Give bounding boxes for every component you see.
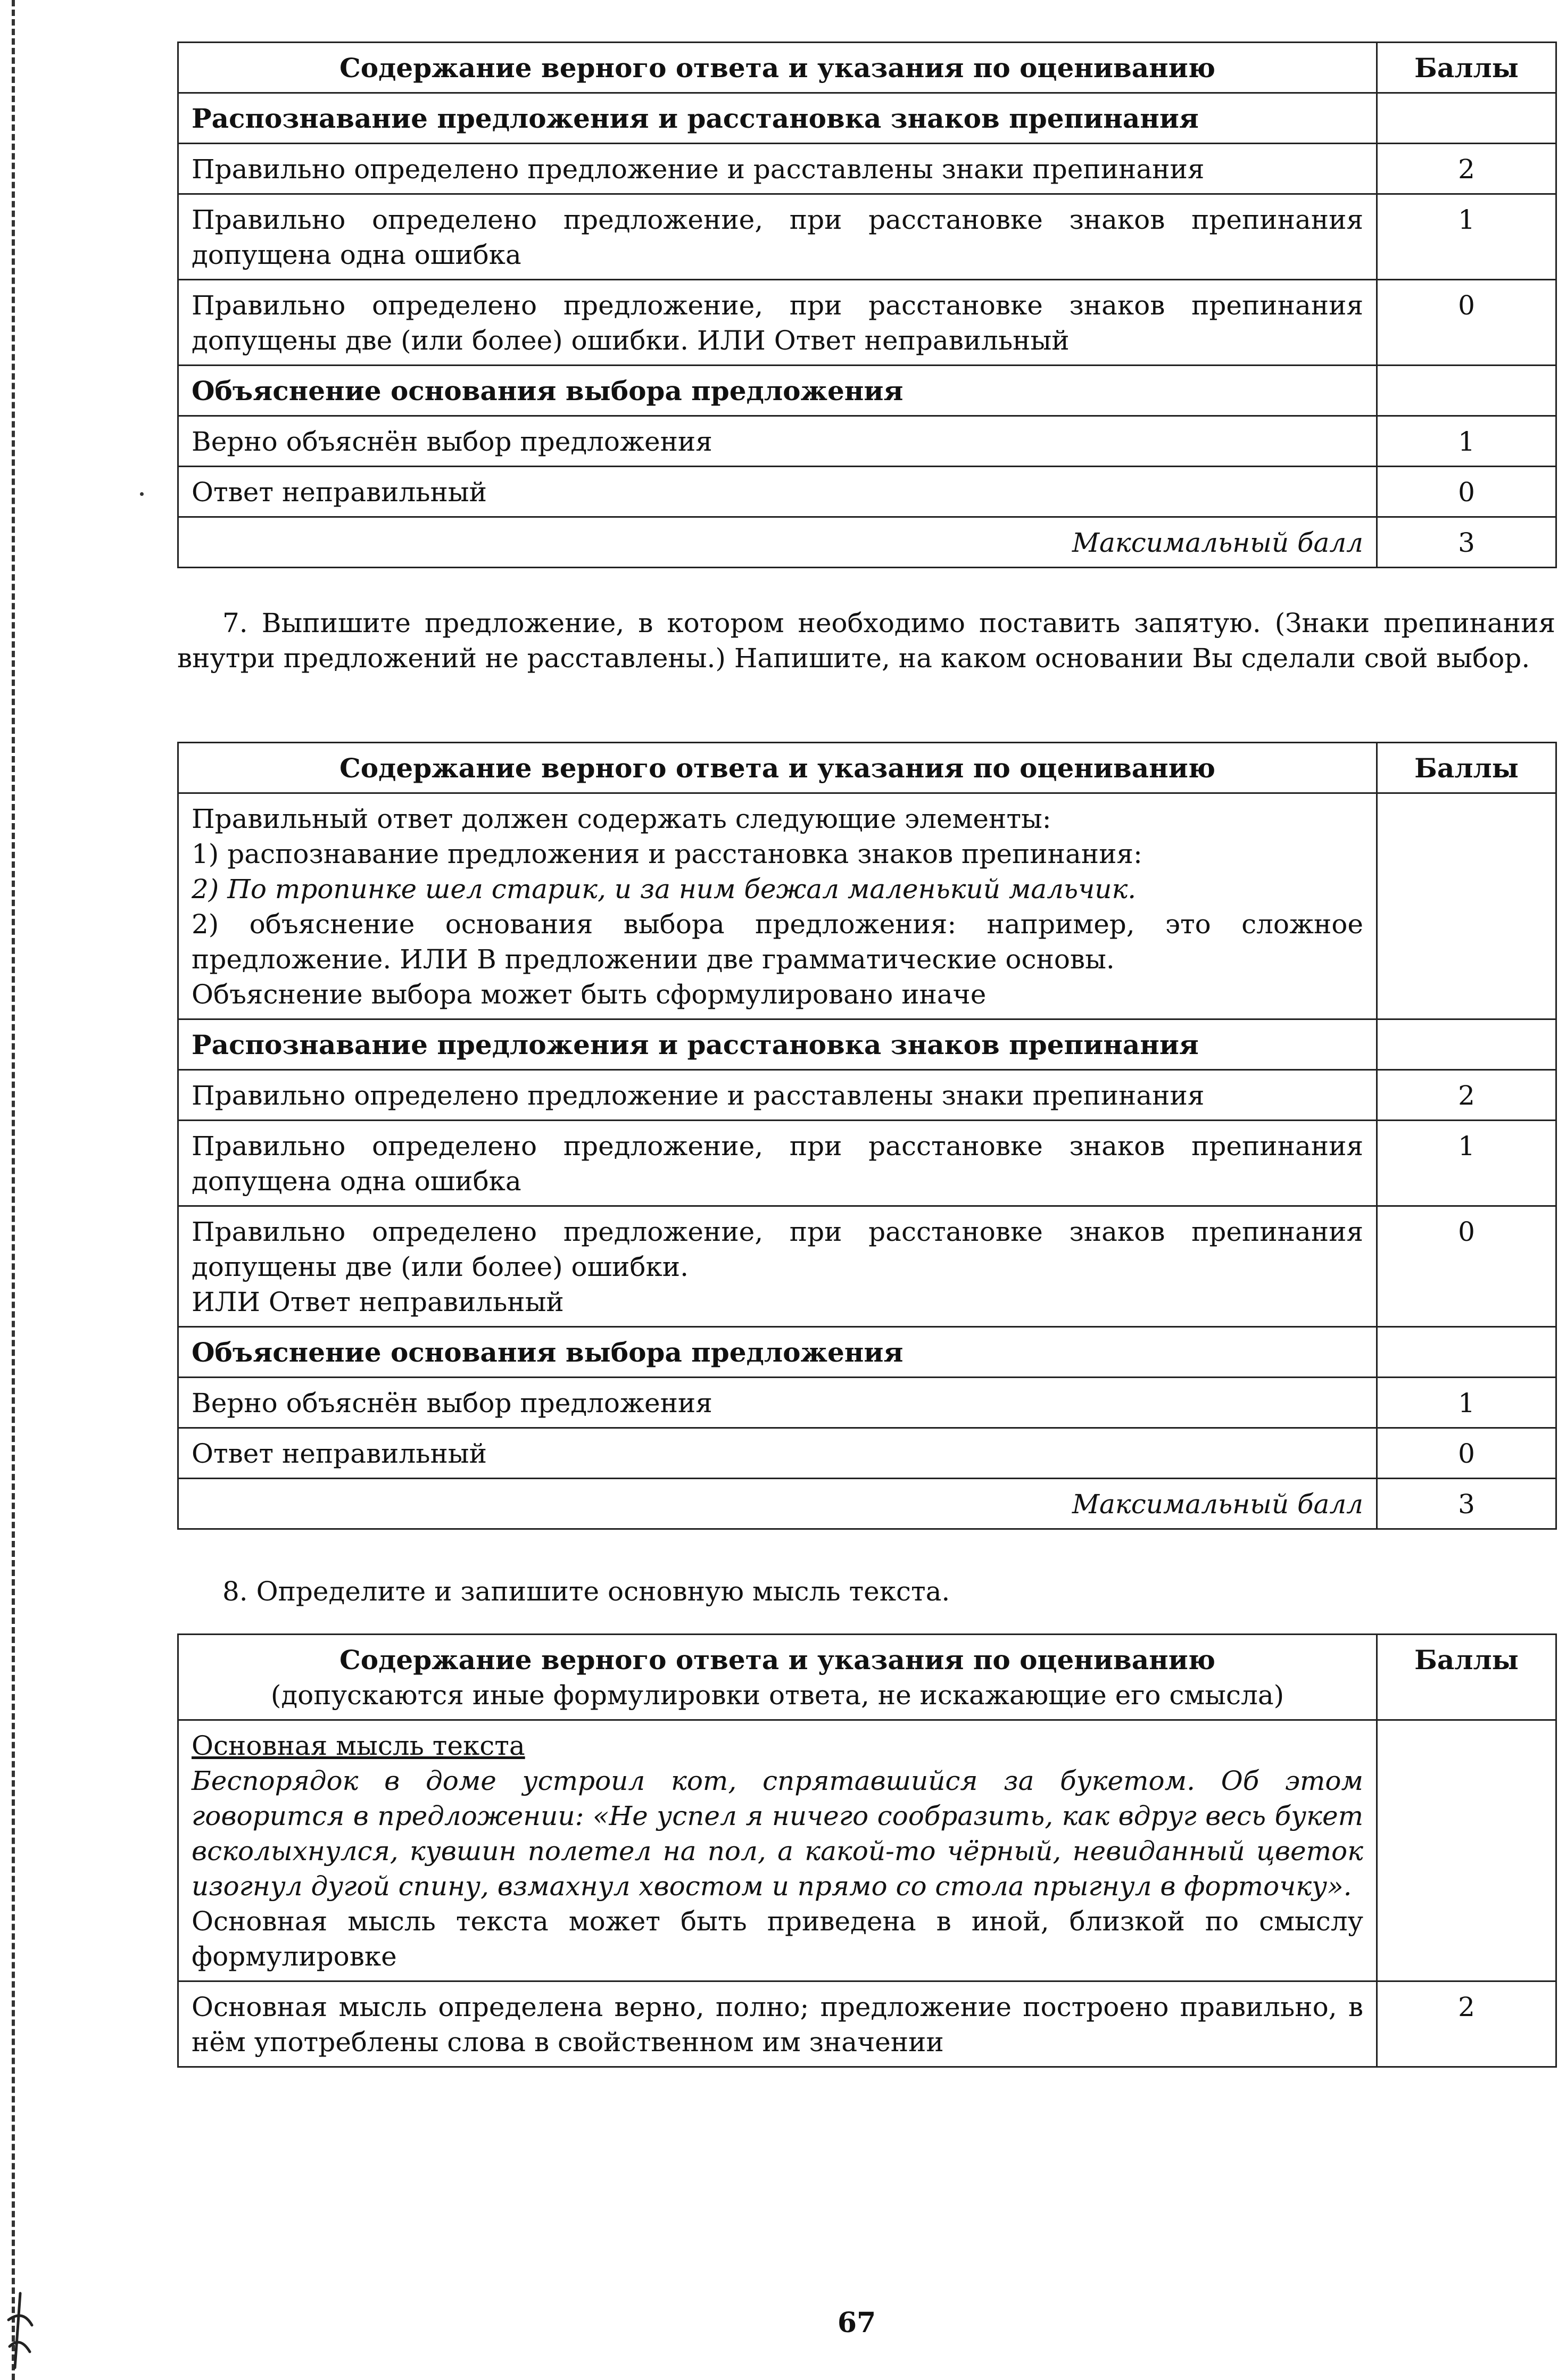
score-cell — [1377, 366, 1556, 416]
answer-row — [178, 793, 1556, 1019]
section-title: Объяснение основания выбора предложения — [178, 1327, 1377, 1378]
score-cell: 0 — [1377, 1206, 1556, 1327]
score-cell: 2 — [1377, 1070, 1556, 1121]
criterion-text — [178, 1206, 1377, 1327]
max-score-label: Максимальный балл — [178, 517, 1377, 568]
header-content: Содержание верного ответа и указания по оцениванию — [178, 743, 1377, 793]
cut-line — [12, 0, 15, 2380]
answer-row — [178, 1720, 1556, 1981]
answer-quote: Беспорядок в доме устроил кот, спрятавшийся за букетом. Об этом говорится в предложении: «Не успел я ничего сообразить, как вдруг весь букет всколыхнулся, кувшин полетел на пол, а какой-то чёрный, невиданный цветок изогнул дугой спину, взмахнул хвостом и прямо со стола прыгнул в форточку». — [192, 1765, 1363, 1902]
section-title: Распознавание предложения и расстановка знаков препинания — [178, 1019, 1377, 1070]
table-header-row — [178, 743, 1556, 793]
criterion-text: Ответ неправильный — [178, 467, 1377, 517]
score-cell: 1 — [1377, 1378, 1556, 1428]
criterion-line: Правильно определено предложение, при расстановке знаков препинания допущены две (или более) ошибки. — [192, 1216, 1363, 1282]
page-number: 67 — [837, 2307, 876, 2339]
section-title: Распознавание предложения и расстановка знаков препинания — [178, 93, 1377, 144]
answer-content — [178, 793, 1377, 1019]
max-score-value: 3 — [1377, 517, 1556, 568]
max-score-label: Максимальный балл — [178, 1479, 1377, 1529]
table-row — [178, 366, 1556, 416]
table-row — [178, 194, 1556, 280]
question-8 — [177, 1574, 1555, 1609]
score-cell: 1 — [1377, 1121, 1556, 1206]
score-cell: 2 — [1377, 1981, 1556, 2067]
table-row — [178, 1327, 1556, 1378]
margin-dot — [140, 492, 144, 496]
criterion-text: Правильно определено предложение, при расстановке знаков препинания допущены две (или более) ошибки. ИЛИ Ответ неправильный — [178, 280, 1377, 366]
table-row — [178, 1206, 1556, 1327]
criterion-text: Правильно определено предложение и расставлены знаки препинания — [178, 1070, 1377, 1121]
score-cell — [1377, 1327, 1556, 1378]
question-8-text: 8. Определите и запишите основную мысль текста. — [222, 1576, 950, 1607]
criterion-text: Основная мысль определена верно, полно; предложение построено правильно, в нём употреблены слова в свойственном им значении — [178, 1981, 1377, 2067]
criterion-line: ИЛИ Ответ неправильный — [192, 1287, 564, 1317]
header-content: Содержание верного ответа и указания по оцениванию — [178, 43, 1377, 93]
score-cell: 2 — [1377, 144, 1556, 194]
criterion-text: Правильно определено предложение, при расстановке знаков препинания допущена одна ошибка — [178, 1121, 1377, 1206]
score-cell — [1377, 1019, 1556, 1070]
header-score: Баллы — [1377, 1635, 1556, 1720]
header-content — [178, 1635, 1377, 1720]
score-cell — [1377, 793, 1556, 1019]
score-cell: 1 — [1377, 194, 1556, 280]
criterion-text: Правильно определено предложение, при расстановке знаков препинания допущена одна ошибка — [178, 194, 1377, 280]
handwritten-mark-icon — [4, 2288, 36, 2373]
answer-content — [178, 1720, 1377, 1981]
grading-table-1 — [177, 42, 1557, 568]
table-row — [178, 1378, 1556, 1428]
answer-line: 1) распознавание предложения и расстановка знаков препинания: — [192, 839, 1142, 869]
criterion-text: Правильно определено предложение и расставлены знаки препинания — [178, 144, 1377, 194]
question-7 — [177, 606, 1555, 676]
answer-note: Основная мысль текста может быть приведена в иной, близкой по смыслу формулировке — [192, 1906, 1363, 1972]
grading-table-2 — [177, 742, 1557, 1530]
score-cell: 0 — [1377, 280, 1556, 366]
answer-line: Объяснение выбора может быть сформулировано иначе — [192, 979, 987, 1010]
table-row — [178, 1121, 1556, 1206]
answer-line: Правильный ответ должен содержать следующие элементы: — [192, 803, 1051, 834]
table-header-row — [178, 43, 1556, 93]
score-cell: 0 — [1377, 1428, 1556, 1479]
answer-sentence: 2) По тропинке шел старик, и за ним бежал маленький мальчик. — [192, 874, 1137, 905]
table-row — [178, 1070, 1556, 1121]
table-row — [178, 280, 1556, 366]
score-cell: 1 — [1377, 416, 1556, 467]
table-row — [178, 1428, 1556, 1479]
header-score: Баллы — [1377, 43, 1556, 93]
score-cell: 0 — [1377, 467, 1556, 517]
max-score-value: 3 — [1377, 1479, 1556, 1529]
table-row — [178, 1981, 1556, 2067]
score-cell — [1377, 1720, 1556, 1981]
max-score-row — [178, 517, 1556, 568]
header-content-title: Содержание верного ответа и указания по оцениванию — [339, 1644, 1216, 1676]
max-score-row — [178, 1479, 1556, 1529]
table-row — [178, 1019, 1556, 1070]
criterion-text: Ответ неправильный — [178, 1428, 1377, 1479]
table-row — [178, 467, 1556, 517]
section-title: Объяснение основания выбора предложения — [178, 366, 1377, 416]
criterion-text: Верно объяснён выбор предложения — [178, 416, 1377, 467]
header-content-subtitle: (допускаются иные формулировки ответа, не искажающие его смысла) — [270, 1680, 1284, 1711]
grading-table-3 — [177, 1633, 1557, 2068]
answer-heading: Основная мысль текста — [192, 1730, 525, 1761]
table-row — [178, 144, 1556, 194]
table-row — [178, 416, 1556, 467]
answer-line: 2) объяснение основания выбора предложения: например, это сложное предложение. ИЛИ В предложении две грамматические основы. — [192, 909, 1363, 975]
table-row — [178, 93, 1556, 144]
header-score: Баллы — [1377, 743, 1556, 793]
score-cell — [1377, 93, 1556, 144]
question-7-text: 7. Выпишите предложение, в котором необходимо поставить запятую. (Знаки препинания внутри предложений не расставлены.) Напишите, на каком основании Вы сделали свой выбор. — [177, 608, 1555, 674]
table-header-row — [178, 1635, 1556, 1720]
criterion-text: Верно объяснён выбор предложения — [178, 1378, 1377, 1428]
